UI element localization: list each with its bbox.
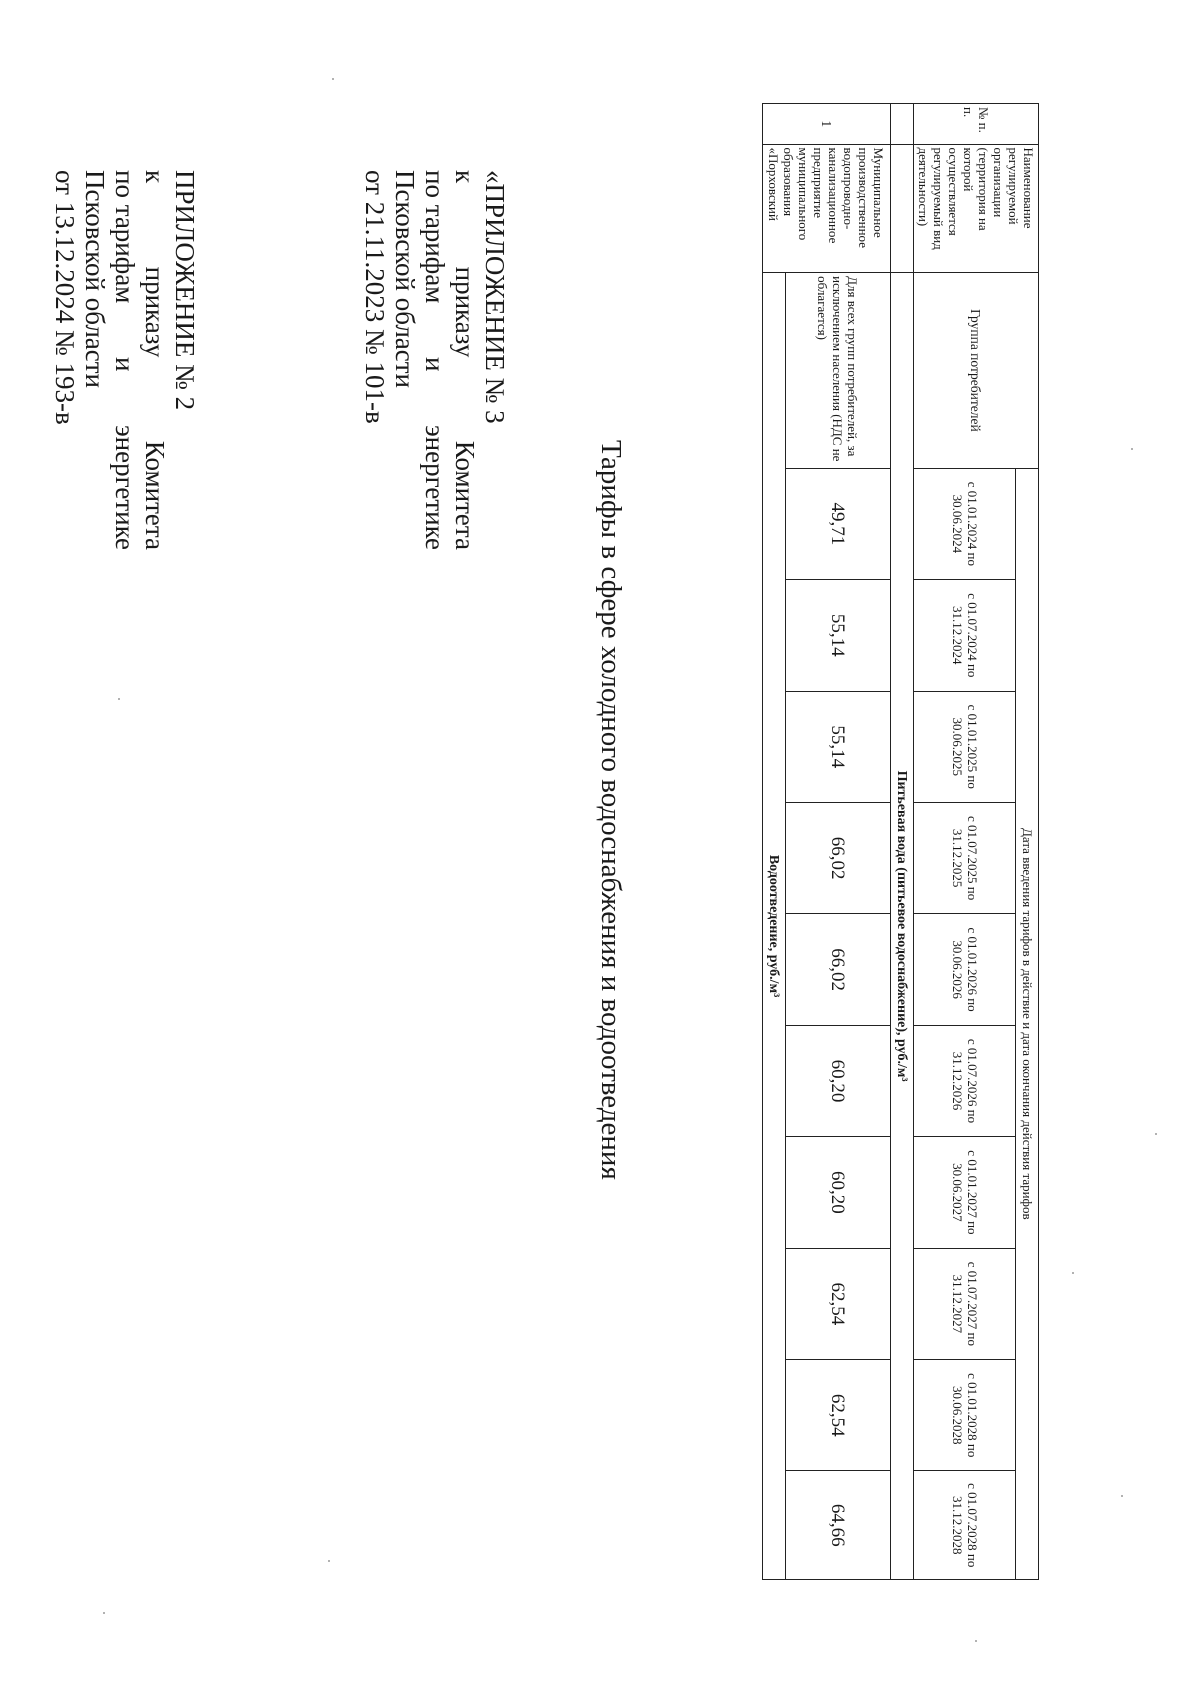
tariff-value: 60,20 [786, 1137, 891, 1248]
spacer-cell [891, 104, 914, 145]
header-consumer-group: Группа потребителей [914, 273, 1039, 469]
header-organization: Наименование регулируемой организации (территория на которой осуществляется регулируемый вид деятельности) [914, 144, 1039, 273]
spacer-cell [891, 144, 914, 273]
appendix-3-title: «ПРИЛОЖЕНИЕ № 3 [480, 170, 510, 424]
tariff-value: 55,14 [786, 580, 891, 691]
scan-speck [332, 78, 334, 80]
appendix-2-line-3 [110, 170, 140, 550]
appendix-3-line-5: от 21.11.2023 № 101-в [360, 170, 390, 424]
appendix-2-line-2-mid: приказу [140, 266, 170, 358]
tariff-value: 64,66 [786, 1471, 891, 1580]
appendix-3-line-2 [450, 170, 480, 550]
period-header: с 01.01.2026 по 30.06.2026 [914, 914, 1016, 1025]
period-header: с 01.07.2026 по 31.12.2026 [914, 1025, 1016, 1136]
section-row-water [891, 104, 914, 1580]
scan-speck [975, 1640, 977, 1642]
appendix-3-line-3-right: энергетике [420, 425, 450, 550]
appendix-2-line-2 [140, 170, 170, 550]
appendix-2-line-3-left: по тарифам [110, 170, 140, 304]
document-title: Тарифы в сфере холодного водоснабжения и водоотведения [595, 440, 627, 1180]
appendix-2-line-5: от 13.12.2024 № 193-в [50, 170, 80, 425]
tariff-value: 55,14 [786, 691, 891, 802]
appendix-3-line-3-left: по тарифам [420, 170, 450, 304]
header-row-1 [1016, 104, 1039, 1580]
period-header: с 01.07.2028 по 31.12.2028 [914, 1471, 1016, 1580]
appendix-3-line-2-right: Комитета [450, 440, 480, 550]
row-number: 1 [763, 104, 891, 145]
tariff-value: 66,02 [786, 914, 891, 1025]
row-organization: Муниципальное производственное водопроводно-канализационное предприятие муниципального образования «Порховский [763, 144, 891, 273]
period-header: с 01.07.2024 по 31.12.2024 [914, 580, 1016, 691]
tariff-value: 49,71 [786, 468, 891, 579]
appendix-3-line-2-mid: приказу [450, 266, 480, 358]
appendix-3-line-4: Псковской области [390, 170, 420, 389]
period-header: с 01.01.2028 по 30.06.2028 [914, 1360, 1016, 1471]
appendix-2-line-2-right: Комитета [140, 440, 170, 550]
section-water-heading: Питьевая вода (питьевое водоснабжение), руб./м³ [891, 273, 914, 1580]
period-header: с 01.07.2025 по 31.12.2025 [914, 802, 1016, 913]
scan-speck [1155, 1133, 1157, 1135]
header-dates-caption: Дата введения тарифов в действие и дата окончания действия тарифов [1016, 468, 1039, 1579]
scan-speck [118, 698, 120, 700]
tariff-value: 62,54 [786, 1248, 891, 1359]
scan-speck [103, 1612, 105, 1614]
header-number: № п. п. [914, 104, 1039, 145]
period-header: с 01.01.2027 по 30.06.2027 [914, 1137, 1016, 1248]
period-header: с 01.01.2025 по 30.06.2025 [914, 691, 1016, 802]
appendix-2-title: ПРИЛОЖЕНИЕ № 2 [170, 170, 200, 411]
appendix-2-line-4: Псковской области [80, 170, 110, 389]
tariff-table [762, 103, 1039, 1580]
appendix-3-line-3 [420, 170, 450, 550]
appendix-2-line-3-mid: и [110, 356, 140, 372]
appendix-2-header [50, 170, 200, 550]
period-header: с 01.07.2027 по 31.12.2027 [914, 1248, 1016, 1359]
tariff-table-wrapper [762, 103, 1039, 1580]
table-row [786, 104, 891, 1580]
appendix-2-line-3-right: энергетике [110, 425, 140, 550]
appendix-3-line-2-left: к [450, 170, 480, 184]
appendix-2-line-2-left: к [140, 170, 170, 184]
section-row-sewer [763, 104, 786, 1580]
row-consumer-group: Для всех групп потребителей, за исключением населения (НДС не облагается) [786, 273, 891, 469]
appendix-3-line-3-mid: и [420, 356, 450, 372]
tariff-value: 60,20 [786, 1025, 891, 1136]
period-header: с 01.01.2024 по 30.06.2024 [914, 468, 1016, 579]
scan-speck [328, 1560, 330, 1562]
appendix-3-header [360, 170, 510, 550]
tariff-value: 62,54 [786, 1360, 891, 1471]
scan-speck [1121, 1495, 1123, 1497]
tariff-value: 66,02 [786, 802, 891, 913]
section-sewer-heading: Водоотведение, руб./м³ [763, 273, 786, 1580]
scan-speck [1072, 1272, 1074, 1274]
scan-speck [1131, 448, 1133, 450]
